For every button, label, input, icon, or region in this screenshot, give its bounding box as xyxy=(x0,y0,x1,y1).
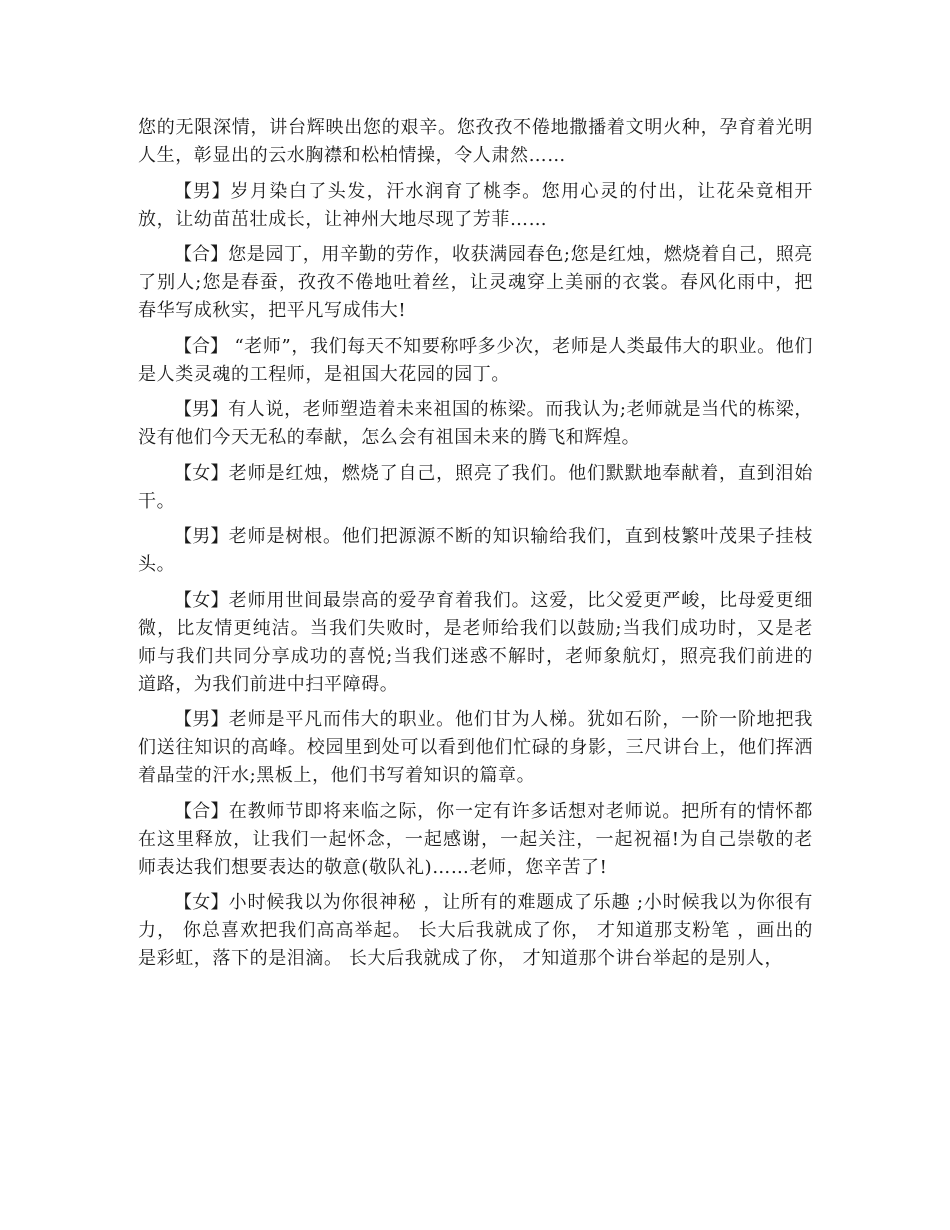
paragraph-text: 岁月染白了头发，汗水润育了桃李。您用心灵的付出，让花朵竟相开放，让幼苗茁壮成长，让神州大地尽现了芳菲…… xyxy=(138,180,813,230)
paragraph-6 xyxy=(138,523,813,579)
paragraph-text: 有人说，老师塑造着未来祖国的栋梁。而我认为;老师就是当代的栋梁，没有他们今天无私的奉献，怎么会有祖国未来的腾飞和辉煌。 xyxy=(138,399,813,448)
paragraph-text: 老师是红烛，燃烧了自己，照亮了我们。他们默默地奉献着，直到泪始干。 xyxy=(138,462,813,512)
paragraph-1 xyxy=(138,178,813,234)
speaker-label: 【男】 xyxy=(174,180,231,202)
speaker-label: 【合】 xyxy=(174,244,229,265)
paragraph-8 xyxy=(138,706,813,790)
paragraph-text: 老师是平凡而伟大的职业。他们甘为人梯。犹如石阶，一阶一阶地把我们送往知识的高峰。校园里到处可以看到他们忙碌的身影，三尺讲台上，他们挥洒着晶莹的汗水;黑板上，他们书写着知识的篇章。 xyxy=(138,709,813,786)
speaker-label: 【合】 xyxy=(174,800,229,822)
paragraph-5 xyxy=(138,460,813,516)
paragraph-4 xyxy=(138,396,813,452)
speaker-label: 【女】 xyxy=(174,589,229,611)
speaker-label: 【男】 xyxy=(174,399,229,420)
paragraph-7 xyxy=(138,587,813,699)
paragraph-text: 小时候我以为你很神秘 ，让所有的难题成了乐趣 ;小时候我以为你很有力， 你总喜欢把我们高高举起。 长大后我就成了你， 才知道那支粉笔 ，画出的是彩虹，落下的是泪滴。 长大后我就成了你， 才知道那个讲台举起的是别人， xyxy=(138,892,814,969)
speaker-label: 【合】 xyxy=(174,335,229,357)
speaker-label: 【女】 xyxy=(174,892,229,913)
paragraph-9 xyxy=(138,798,813,882)
paragraph-text: “老师”，我们每天不知要称呼多少次，老师是人类最伟大的职业。他们是人类灵魂的工程师，是祖国大花园的园丁。 xyxy=(138,335,813,385)
paragraph-text: 您的无限深情，讲台辉映出您的艰辛。您孜孜不倦地撒播着文明火种，孕育着光明人生，彰显出的云水胸襟和松柏情操，令人肃然…… xyxy=(138,117,813,166)
paragraph-10 xyxy=(138,889,813,973)
speaker-label: 【男】 xyxy=(174,709,229,730)
paragraph-text: 老师用世间最崇高的爱孕育着我们。这爱，比父爱更严峻，比母爱更细微，比友情更纯洁。当我们失败时，是老师给我们以鼓励;当我们成功时，又是老师与我们共同分享成功的喜悦;当我们迷惑不解时，老师象航灯，照亮我们前进的道路，为我们前进中扫平障碍。 xyxy=(138,589,813,695)
paragraph-text: 老师是树根。他们把源源不断的知识输给我们，直到枝繁叶茂果子挂枝头。 xyxy=(138,526,813,575)
paragraph-2 xyxy=(138,241,813,325)
paragraph-text: 您是园丁，用辛勤的劳作，收获满园春色;您是红烛，燃烧着自己，照亮了别人;您是春蚕，孜孜不倦地吐着丝，让灵魂穿上美丽的衣裳。春风化雨中，把春华写成秋实，把平凡写成伟大! xyxy=(138,244,813,321)
paragraph-0 xyxy=(138,114,813,170)
paragraph-3 xyxy=(138,333,813,389)
speaker-label: 【女】 xyxy=(174,462,229,484)
document-body xyxy=(138,114,813,981)
speaker-label: 【男】 xyxy=(174,526,229,547)
paragraph-text: 在教师节即将来临之际，你一定有许多话想对老师说。把所有的情怀都在这里释放，让我们一起怀念，一起感谢，一起关注，一起祝福!为自己崇敬的老师表达我们想要表达的敬意(敬队礼)……老师，您辛苦了! xyxy=(138,800,813,878)
